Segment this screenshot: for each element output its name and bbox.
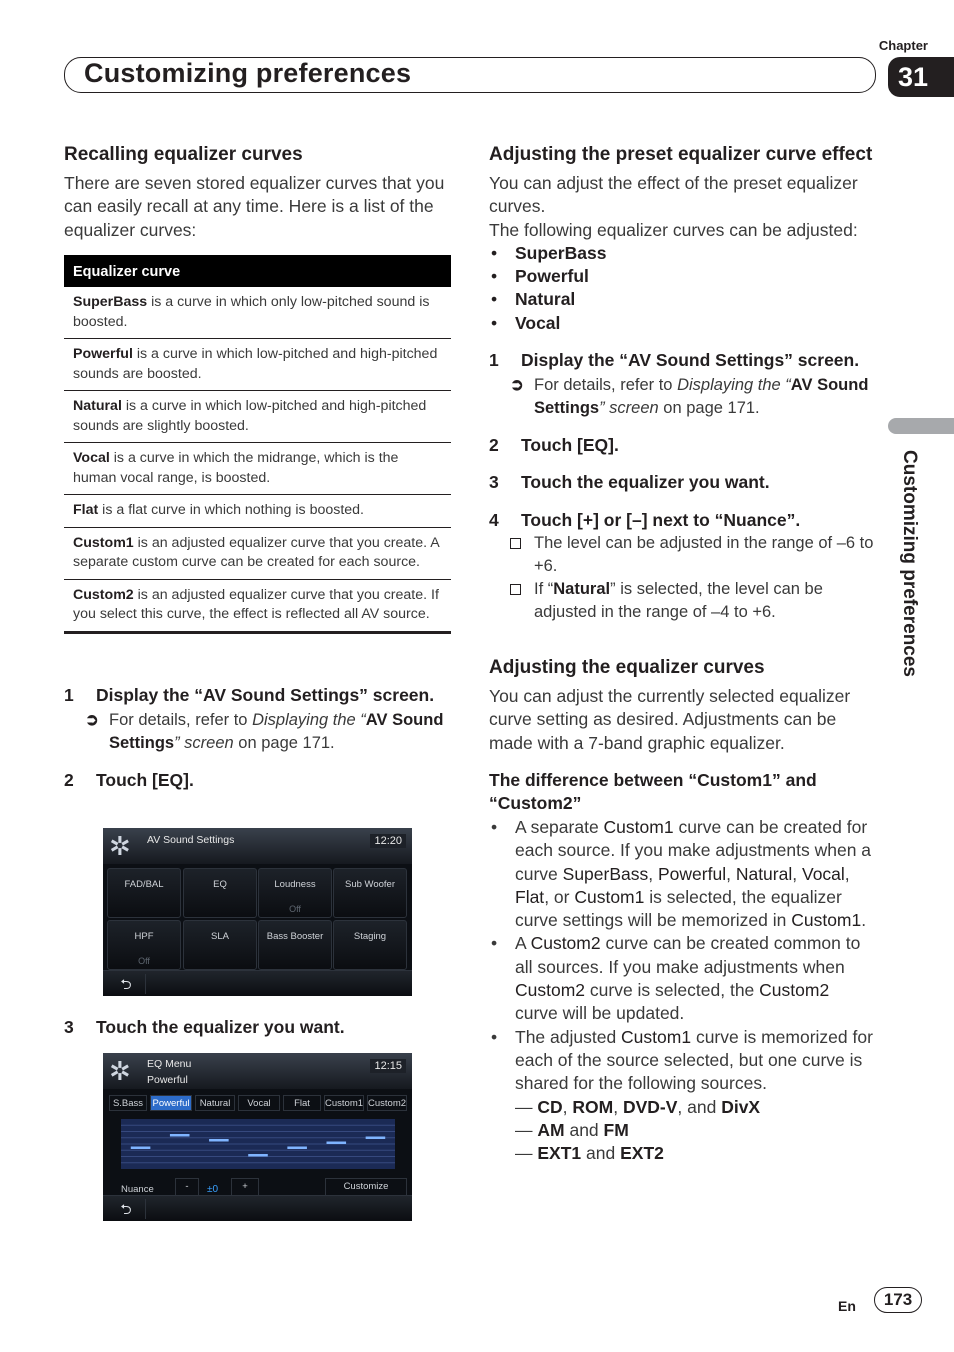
page-title: Customizing preferences: [84, 58, 412, 88]
list-item: • SuperBass: [489, 242, 875, 265]
table-row: SuperBass is a curve in which only low-pitched sound is boosted.: [64, 287, 451, 339]
side-tab-label: Customizing preferences: [899, 450, 920, 677]
list-item: • The adjusted Custom1 curve is memorized for each of the source selected, but one curve is shared for the following sources.: [489, 1026, 875, 1096]
tab-natural[interactable]: Natural: [195, 1095, 235, 1111]
screen-subtitle: Powerful: [147, 1074, 188, 1086]
tab-custom1[interactable]: Custom1: [324, 1095, 364, 1111]
fad-bal-button[interactable]: FAD/BAL: [107, 868, 181, 918]
staging-button[interactable]: Staging: [333, 920, 407, 970]
list-item: • A separate Custom1 curve can be created for each source. If you make adjustments when a curve SuperBass, Powerful, Natural, Vocal, Flat, or Custom1 is selected, the equalizer curve settings will be memorized in Custom1.: [489, 816, 875, 932]
screen-title: AV Sound Settings: [147, 834, 235, 846]
eq-band-marker: [209, 1139, 229, 1142]
adjusting-paragraph: You can adjust the currently selected equalizer curve setting as desired. Adjustments can be made with a 7-band graphic equalizer.: [489, 686, 851, 753]
source-group-3: — EXT1 and EXT2: [515, 1143, 664, 1164]
hpf-button[interactable]: HPF Off: [107, 920, 181, 970]
bass-booster-button[interactable]: Bass Booster: [258, 920, 332, 970]
av-sound-settings-screen: [103, 828, 412, 996]
step-2: 2 Touch [EQ].: [489, 434, 619, 455]
tab-vocal[interactable]: Vocal: [238, 1095, 280, 1111]
clock: 12:15: [370, 1059, 406, 1073]
table-row: Powerful is a curve in which low-pitched and high-pitched sounds are boosted.: [64, 339, 451, 391]
table-header: Equalizer curve: [64, 255, 451, 287]
chapter-label: Chapter: [878, 38, 928, 53]
right-column: [489, 143, 875, 1165]
preset-paragraph-1: You can adjust the effect of the preset equalizer curves.: [489, 173, 858, 217]
step-1-note: ➲ For details, refer to Displaying the “AV Sound Settings” screen on page 171.: [85, 710, 444, 752]
eq-band-marker: [248, 1154, 268, 1157]
arrow-icon: ➲: [85, 710, 99, 729]
eq-band-marker: [170, 1134, 190, 1137]
page-number: 173: [874, 1287, 922, 1313]
table-row: Custom1 is an adjusted equalizer curve that you create. A separate custom curve can be created for each source.: [64, 527, 451, 579]
chapter-number: 31: [888, 57, 954, 97]
list-item: • Natural: [489, 288, 875, 311]
list-item: • Vocal: [489, 312, 875, 335]
equalizer-table: [64, 255, 451, 634]
eq-band-marker: [327, 1142, 347, 1145]
section-heading-adjusting: Adjusting the equalizer curves: [489, 657, 765, 679]
loudness-button[interactable]: Loudness Off: [258, 868, 332, 918]
section-heading-recalling: Recalling equalizer curves: [64, 144, 303, 165]
left-steps: [64, 684, 450, 792]
tab-sbass[interactable]: S.Bass: [109, 1095, 147, 1111]
nuance-plus-button[interactable]: +: [231, 1178, 259, 1196]
table-row: Flat is a flat curve in which nothing is boosted.: [64, 495, 451, 528]
table-row: Natural is a curve in which low-pitched and high-pitched sounds are slightly boosted.: [64, 391, 451, 443]
source-group-1: — CD, ROM, DVD-V, and DivX: [515, 1096, 761, 1117]
source-group-2: — AM and FM: [515, 1119, 629, 1140]
eq-band-marker: [287, 1147, 307, 1150]
language-label: En: [838, 1298, 856, 1314]
side-tab-marker: [888, 418, 954, 434]
sub-woofer-button[interactable]: Sub Woofer: [333, 868, 407, 918]
nuance-minus-button[interactable]: -: [175, 1178, 199, 1196]
table-row: Vocal is a curve in which the midrange, which is the human vocal range, is boosted.: [64, 443, 451, 495]
section-heading-preset: Adjusting the preset equalizer curve effect: [489, 144, 873, 165]
sla-button[interactable]: SLA: [183, 920, 257, 970]
step-3: 3 Touch the equalizer you want.: [489, 472, 770, 493]
clock: 12:20: [370, 834, 406, 848]
back-icon[interactable]: ⮌: [107, 1199, 146, 1219]
difference-heading: The difference between “Custom1” and “Custom2”: [489, 769, 817, 814]
tab-flat[interactable]: Flat: [283, 1095, 321, 1111]
step-4: 4 Touch [+] or [–] next to “Nuance”.: [489, 509, 801, 530]
step-1: 1 Display the “AV Sound Settings” screen.: [489, 350, 860, 371]
eq-button[interactable]: EQ: [183, 868, 257, 918]
step-1: 1 Display the “AV Sound Settings” screen.: [64, 685, 435, 705]
note-natural: If “Natural” is selected, the level can be adjusted in the range of –4 to +6.: [489, 578, 875, 624]
arrow-icon: ➲: [510, 375, 524, 394]
screen-title: EQ Menu: [147, 1058, 192, 1070]
gear-icon: ✲: [109, 831, 131, 861]
eq-band-marker: [131, 1147, 151, 1150]
left-step-3: [64, 1016, 450, 1040]
nuance-value: ±0: [207, 1184, 219, 1195]
nuance-label: Nuance: [121, 1184, 154, 1195]
table-row: Custom2 is an adjusted equalizer curve that you create. If you select this curve, the effect is reflected all AV source.: [64, 579, 451, 632]
recalling-intro: There are seven stored equalizer curves that you can easily recall at any time. Here is a list of the equalizer curves:: [64, 173, 445, 240]
tab-custom2[interactable]: Custom2: [367, 1095, 407, 1111]
eq-graph: [121, 1119, 395, 1169]
back-icon[interactable]: ⮌: [107, 974, 146, 994]
preset-paragraph-2: The following equalizer curves can be adjusted:: [489, 219, 858, 240]
step-3: 3 Touch the equalizer you want.: [64, 1017, 345, 1037]
eq-menu-screen: [103, 1053, 412, 1221]
note-range: The level can be adjusted in the range of –6 to +6.: [489, 532, 875, 578]
list-item: • A Custom2 curve can be created common to all sources. If you make adjustments when Custom2 curve is selected, the Custom2 curve will be updated.: [489, 932, 875, 1025]
eq-band-marker: [366, 1137, 386, 1140]
list-item: • Powerful: [489, 265, 875, 288]
tab-powerful[interactable]: Powerful: [150, 1095, 192, 1111]
step-1-note: ➲ For details, refer to Displaying the “AV Sound Settings” screen on page 171.: [510, 375, 869, 417]
left-column: [64, 143, 450, 242]
gear-icon: ✲: [109, 1056, 131, 1086]
customize-button[interactable]: Customize: [325, 1178, 407, 1196]
step-2: 2 Touch [EQ].: [64, 769, 194, 790]
